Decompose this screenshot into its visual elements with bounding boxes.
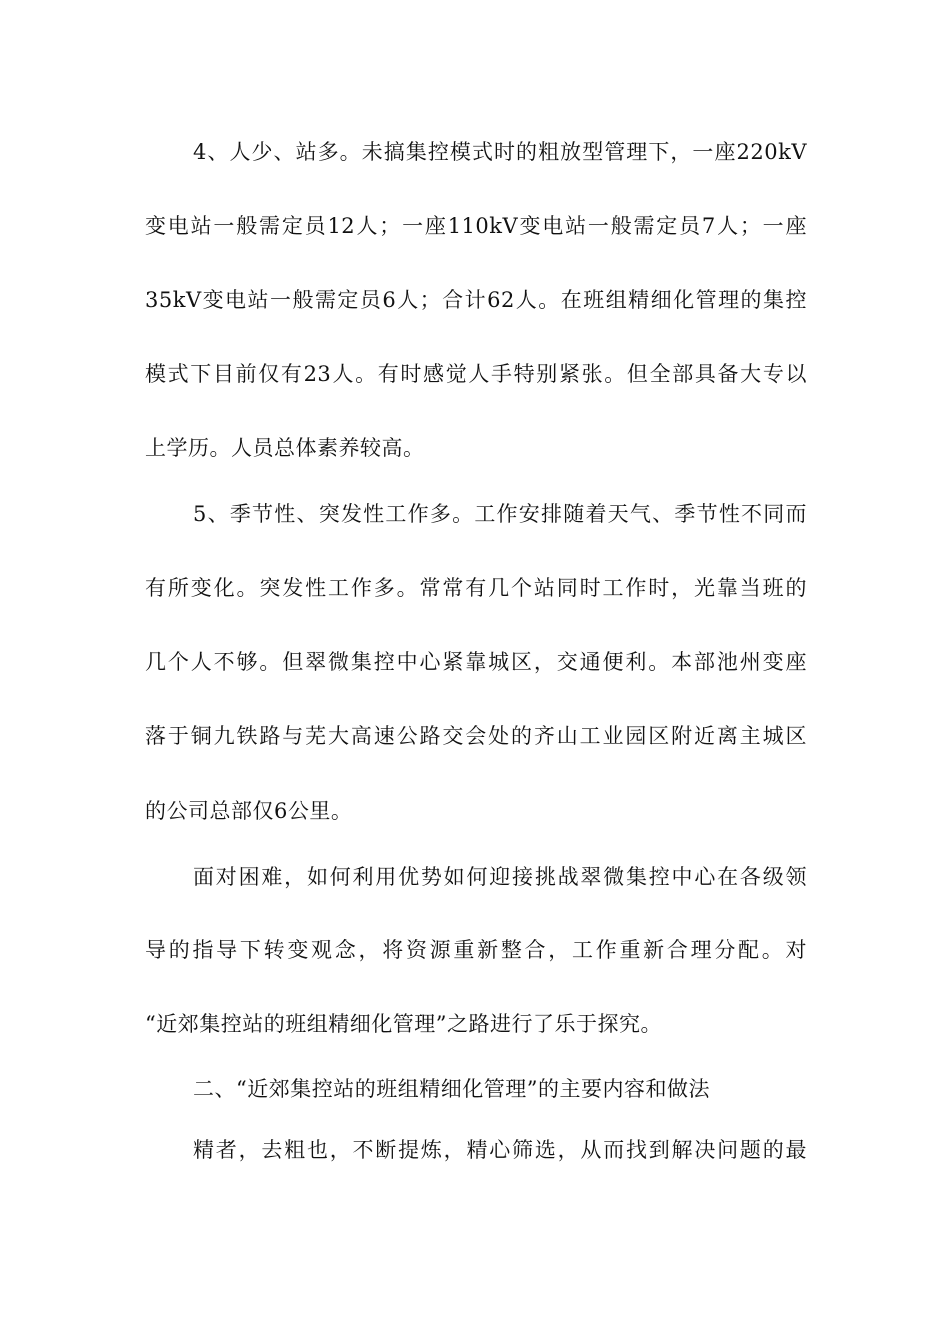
text-line: 5、季节性、突发性工作多。工作安排随着天气、季节性不同而	[193, 502, 807, 526]
text-line: 模式下目前仅有23人。有时感觉人手特别紧张。但全部具备大专以	[145, 362, 807, 386]
text-line: 的公司总部仅6公里。	[145, 799, 353, 823]
text-line: 面对困难，如何利用优势如何迎接挑战翠微集控中心在各级领	[193, 865, 807, 889]
text-line: 二、“近郊集控站的班组精细化管理”的主要内容和做法	[193, 1077, 710, 1101]
text-line: 上学历。人员总体素养较高。	[145, 436, 425, 460]
text-line: 几个人不够。但翠微集控中心紧靠城区，交通便利。本部池州变座	[145, 650, 807, 674]
text-line: 4、人少、站多。未搞集控模式时的粗放型管理下，一座220kV	[193, 140, 807, 164]
text-line: 落于铜九铁路与芜大高速公路交会处的齐山工业园区附近离主城区	[145, 724, 807, 748]
text-line: 有所变化。突发性工作多。常常有几个站同时工作时，光靠当班的	[145, 576, 807, 600]
text-line: 变电站一般需定员12人；一座110kV变电站一般需定员7人；一座	[145, 214, 807, 238]
text-line: 35kV变电站一般需定员6人；合计62人。在班组精细化管理的集控	[145, 288, 807, 312]
text-line: “近郊集控站的班组精细化管理”之路进行了乐于探究。	[145, 1012, 662, 1036]
text-line: 精者，去粗也，不断提炼，精心筛选，从而找到解决问题的最	[193, 1138, 807, 1162]
text-line: 导的指导下转变观念，将资源重新整合，工作重新合理分配。对	[145, 938, 807, 962]
